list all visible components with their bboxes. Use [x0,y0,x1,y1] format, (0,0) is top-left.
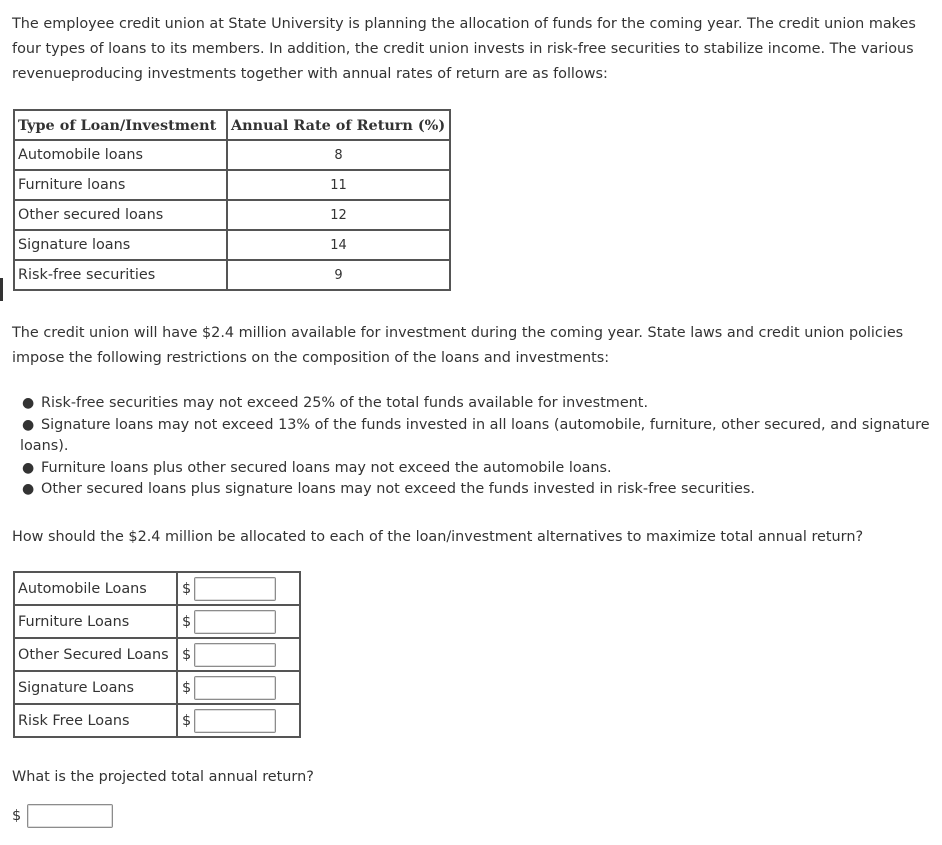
table-row [14,638,300,671]
rate-cell: 8 [227,140,450,170]
rate-cell: 14 [227,230,450,260]
intro-paragraph: The employee credit union at State University is planning the allocation of funds for the coming year. The credit union makes four types of loans to its members. In addition, the credit union invests in risk-free securities to stabilize income. The various revenueproducing investments together with annual rates of return are as follows: [12,16,916,82]
rates-header-row [14,110,450,140]
currency-symbol: $ [182,712,192,729]
availability-paragraph: The credit union will have $2.4 million available for investment during the coming year. State laws and credit union policies impose the following restrictions on the composition of the loans and investments: [12,325,904,366]
type-column-header: Type of Loan/Investment [14,110,227,140]
automobile-loans-input[interactable] [194,577,276,601]
total-return-input[interactable] [27,804,113,828]
allocation-input-cell [177,572,300,605]
bullet-icon: ● [22,395,35,411]
loan-type-cell: Other secured loans [14,200,227,230]
allocation-label: Risk Free Loans [14,704,177,737]
rate-cell: 9 [227,260,450,290]
currency-symbol: $ [182,580,192,597]
restriction-text: Signature loans may not exceed 13% of the funds invested in all loans (automobile, furniture, other secured, and signature loans). [20,416,930,454]
currency-symbol: $ [182,679,192,696]
table-row [14,140,450,170]
rate-column-header: Annual Rate of Return (%) [227,110,450,140]
bullet-icon: ● [22,416,35,433]
allocation-label: Signature Loans [14,671,177,704]
allocation-label: Automobile Loans [14,572,177,605]
other-secured-loans-input[interactable] [194,643,276,667]
allocation-input-cell [177,704,300,737]
restrictions-list [20,393,940,501]
rates-table [13,109,451,291]
table-row [14,605,300,638]
restriction-text: Furniture loans plus other secured loans may not exceed the automobile loans. [41,459,612,476]
allocation-input-cell [177,605,300,638]
allocation-label: Furniture Loans [14,605,177,638]
risk-free-loans-input[interactable] [194,709,276,733]
loan-type-cell: Signature loans [14,230,227,260]
currency-symbol: $ [182,646,192,663]
loan-type-cell: Furniture loans [14,170,227,200]
restriction-text: Other secured loans plus signature loans may not exceed the funds invested in risk-free securities. [41,481,755,497]
allocation-input-cell [177,638,300,671]
table-row [14,260,450,290]
left-edge-marker [0,278,3,301]
currency-symbol: $ [182,613,192,630]
allocation-table [13,571,301,738]
signature-loans-input[interactable] [194,676,276,700]
rate-cell: 12 [227,200,450,230]
currency-symbol: $ [12,808,22,824]
furniture-loans-input[interactable] [194,610,276,634]
list-item [20,393,940,415]
rate-cell: 11 [227,170,450,200]
allocation-input-cell [177,671,300,704]
loan-type-cell: Risk-free securities [14,260,227,290]
list-item [20,458,940,480]
allocation-label: Other Secured Loans [14,638,177,671]
projected-return-question: What is the projected total annual return? [12,769,314,785]
table-row [14,671,300,704]
list-item [20,415,940,458]
table-row [14,572,300,605]
table-row [14,200,450,230]
list-item [20,479,940,501]
question-paragraph: How should the $2.4 million be allocated to each of the loan/investment alternatives to maximize total annual return? [12,529,864,545]
table-row [14,170,450,200]
loan-type-cell: Automobile loans [14,140,227,170]
total-return-row [12,804,113,828]
bullet-icon: ● [22,459,35,476]
table-row [14,704,300,737]
table-row [14,230,450,260]
bullet-icon: ● [22,481,35,497]
restriction-text: Risk-free securities may not exceed 25% of the total funds available for investment. [41,395,649,411]
